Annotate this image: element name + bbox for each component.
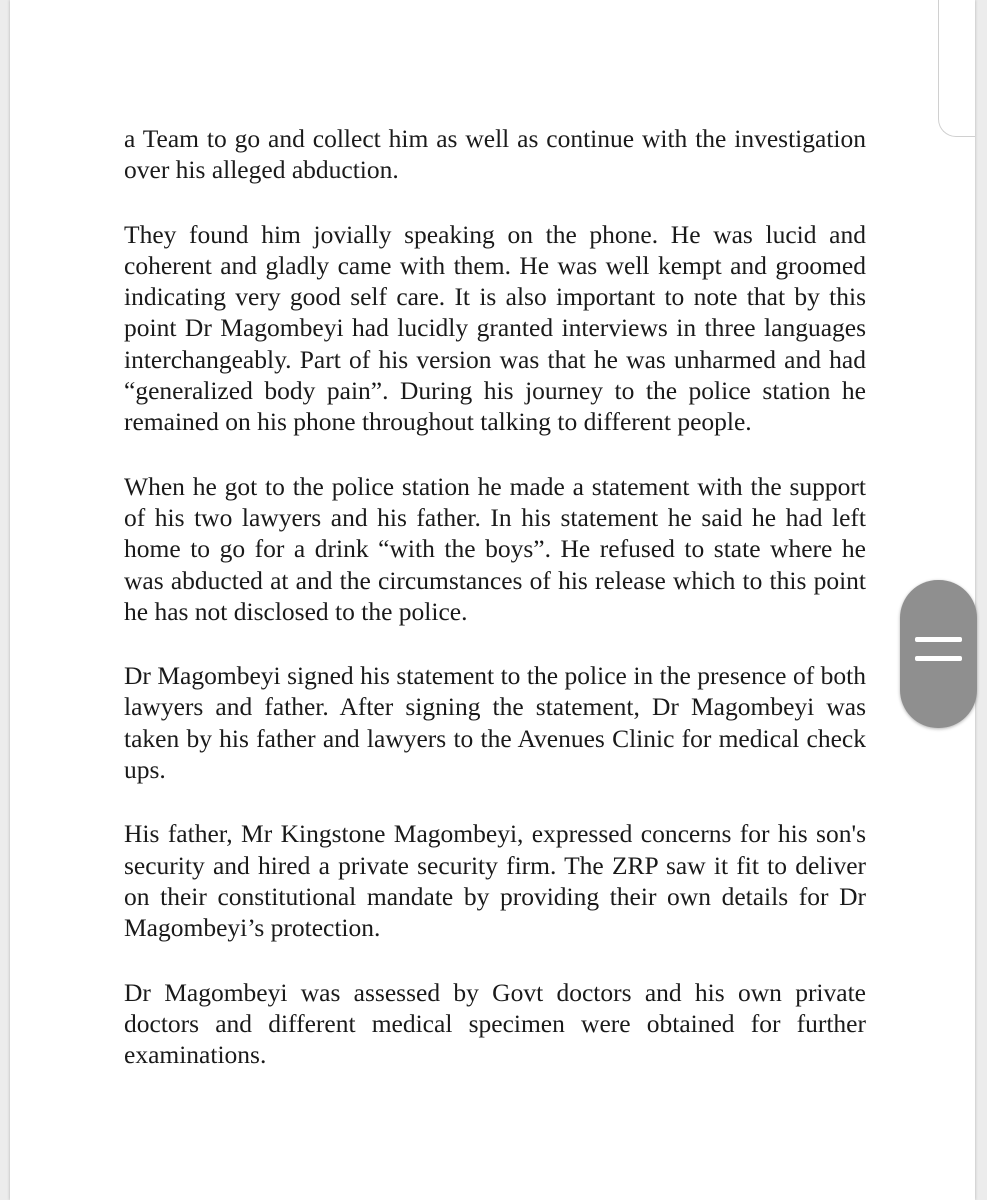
grip-line-top [915, 637, 962, 642]
page-corner [938, 0, 975, 137]
paragraph-6: Dr Magombeyi was assessed by Govt doctors and his own private doctors and different medical specimen were obtained for further examinations. [124, 977, 866, 1070]
paragraph-5: His father, Mr Kingstone Magombeyi, expressed concerns for his son's security and hired a private security firm. The ZRP saw it fit to deliver on their constitutional mandate by providing their own details for Dr Magombeyi’s protection. [124, 819, 866, 943]
document-page [10, 0, 975, 1200]
fast-scroll-handle[interactable] [900, 580, 977, 728]
paragraph-4: Dr Magombeyi signed his statement to the police in the presence of both lawyers and father. After signing the statement, Dr Magombeyi was taken by his father and lawyers to the Avenues Clinic for medical check ups. [124, 661, 866, 785]
page-content [124, 123, 866, 1103]
grip-line-bottom [915, 656, 962, 661]
paragraph-1: a Team to go and collect him as well as continue with the investigation over his alleged abduction. [124, 124, 866, 185]
paragraph-3: When he got to the police station he made a statement with the support of his two lawyers and his father. In his statement he said he had left home to go for a drink “with the boys”. He refused to state where he was abducted at and the circumstances of his release which to this point he has not disclosed to the police. [124, 471, 866, 626]
paragraph-2: They found him jovially speaking on the phone. He was lucid and coherent and gladly came with them. He was well kempt and groomed indicating very good self care. It is also important to note that by this point Dr Magombeyi had lucidly granted interviews in three languages interchangeably. Part of his version was that he was unharmed and had “generalized body pain”. During his journey to the police station he remained on his phone throughout talking to different people. [124, 219, 866, 437]
